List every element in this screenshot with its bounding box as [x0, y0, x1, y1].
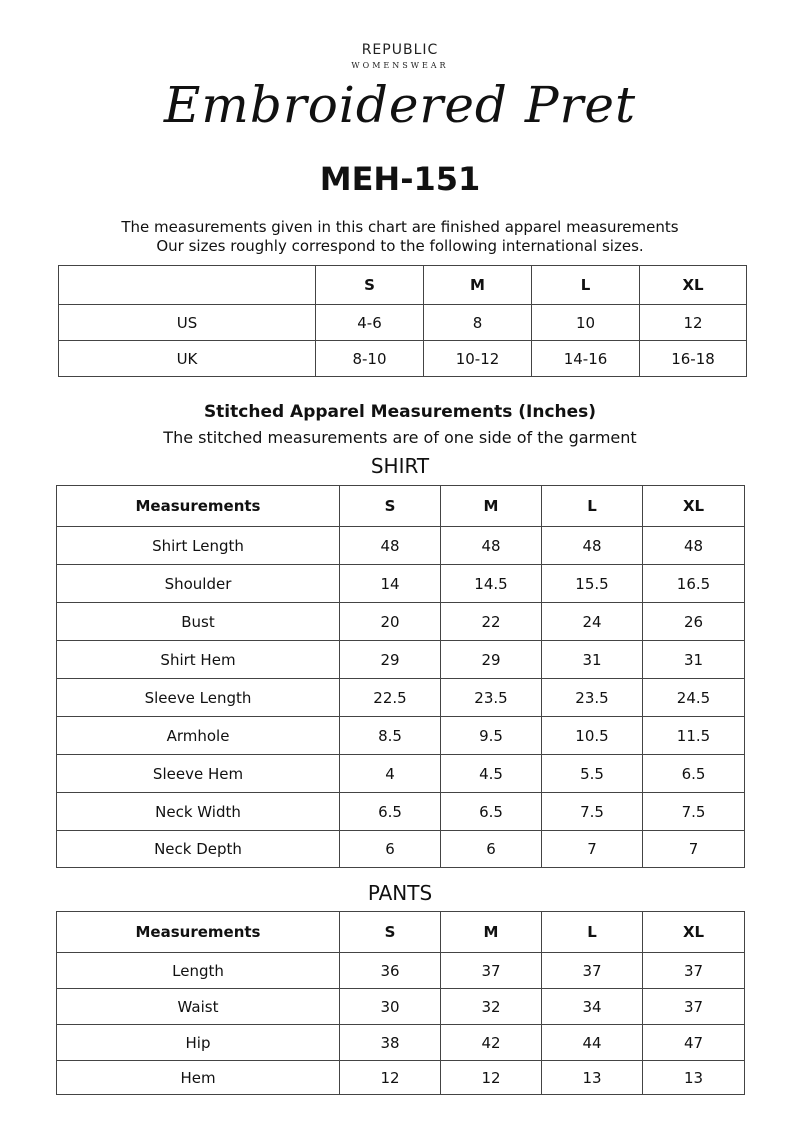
table-cell: 13 — [643, 1061, 745, 1095]
table-cell: 48 — [643, 527, 745, 565]
intro-line-2: Our sizes roughly correspond to the following international sizes. — [156, 237, 644, 255]
header-cell: XL — [643, 912, 745, 953]
table-row — [57, 755, 745, 793]
table-cell: 42 — [441, 1025, 542, 1061]
table-row — [59, 341, 747, 377]
table-cell: 7 — [542, 831, 643, 868]
table-row — [57, 641, 745, 679]
row-label: Shoulder — [57, 565, 340, 603]
table-cell: 20 — [340, 603, 441, 641]
table-cell: 6.5 — [643, 755, 745, 793]
row-label: Hem — [57, 1061, 340, 1095]
table-cell: 37 — [542, 953, 643, 989]
table-row — [57, 793, 745, 831]
header-cell: M — [441, 912, 542, 953]
table-row — [57, 1025, 745, 1061]
table-cell: 47 — [643, 1025, 745, 1061]
table-cell: 10-12 — [424, 341, 532, 377]
row-label: Sleeve Hem — [57, 755, 340, 793]
header-cell: M — [424, 266, 532, 305]
row-label: Waist — [57, 989, 340, 1025]
table-cell: 12 — [441, 1061, 542, 1095]
pants-title: PANTS — [367, 881, 433, 905]
table-cell: 29 — [340, 641, 441, 679]
table-row — [59, 305, 747, 341]
table-cell: 37 — [643, 989, 745, 1025]
table-cell: 15.5 — [542, 565, 643, 603]
table-cell: 31 — [643, 641, 745, 679]
table-cell: 32 — [441, 989, 542, 1025]
brand-subtitle: WOMENSWEAR — [351, 61, 449, 70]
intro-line-1: The measurements given in this chart are finished apparel measurements — [121, 218, 679, 236]
table-cell: 8.5 — [340, 717, 441, 755]
table-row — [57, 679, 745, 717]
table-row — [57, 831, 745, 868]
table-cell: 29 — [441, 641, 542, 679]
stitched-subtitle: The stitched measurements are of one side of the garment — [163, 428, 637, 447]
table-row — [57, 1061, 745, 1095]
table-cell: 6.5 — [340, 793, 441, 831]
table-cell: 37 — [643, 953, 745, 989]
table-cell: 10 — [532, 305, 640, 341]
brand-name: REPUBLIC — [361, 42, 439, 58]
pants-measurements-table — [56, 911, 745, 1095]
table-cell: 48 — [441, 527, 542, 565]
header-cell: XL — [643, 486, 745, 527]
table-cell: 31 — [542, 641, 643, 679]
table-cell: 6 — [340, 831, 441, 868]
header-cell: S — [316, 266, 424, 305]
header-cell: S — [340, 486, 441, 527]
table-cell: 48 — [340, 527, 441, 565]
shirt-title: SHIRT — [370, 454, 430, 478]
table-cell: 12 — [640, 305, 747, 341]
table-cell: 6 — [441, 831, 542, 868]
table-cell: 48 — [542, 527, 643, 565]
shirt-measurements-table — [56, 485, 745, 868]
stitched-title: Stitched Apparel Measurements (Inches) — [203, 402, 597, 422]
table-cell: 12 — [340, 1061, 441, 1095]
table-cell: 16-18 — [640, 341, 747, 377]
table-cell: 38 — [340, 1025, 441, 1061]
table-cell: 14-16 — [532, 341, 640, 377]
table-cell: 6.5 — [441, 793, 542, 831]
table-cell: 8-10 — [316, 341, 424, 377]
table-cell: 5.5 — [542, 755, 643, 793]
header-cell: XL — [640, 266, 747, 305]
header-cell: M — [441, 486, 542, 527]
header-cell: Measurements — [57, 912, 340, 953]
row-label: Sleeve Length — [57, 679, 340, 717]
row-label: Bust — [57, 603, 340, 641]
table-cell: 23.5 — [542, 679, 643, 717]
row-label: Hip — [57, 1025, 340, 1061]
header-cell: Measurements — [57, 486, 340, 527]
table-cell: 26 — [643, 603, 745, 641]
table-cell: 11.5 — [643, 717, 745, 755]
table-row — [57, 989, 745, 1025]
size-conversion-table — [58, 265, 747, 377]
table-cell: 14.5 — [441, 565, 542, 603]
table-cell: 4 — [340, 755, 441, 793]
row-label: US — [59, 305, 316, 341]
row-label: UK — [59, 341, 316, 377]
header-cell — [59, 266, 316, 305]
product-code: MEH-151 — [319, 160, 481, 198]
table-cell: 16.5 — [643, 565, 745, 603]
table-cell: 36 — [340, 953, 441, 989]
pants-table-header — [57, 912, 745, 953]
table-cell: 24.5 — [643, 679, 745, 717]
table-cell: 8 — [424, 305, 532, 341]
table-cell: 24 — [542, 603, 643, 641]
table-cell: 10.5 — [542, 717, 643, 755]
table-cell: 7.5 — [542, 793, 643, 831]
table-cell: 14 — [340, 565, 441, 603]
table-row — [57, 717, 745, 755]
header-cell: S — [340, 912, 441, 953]
table-row — [57, 603, 745, 641]
table-cell: 4-6 — [316, 305, 424, 341]
table-cell: 23.5 — [441, 679, 542, 717]
table-cell: 44 — [542, 1025, 643, 1061]
table-cell: 7.5 — [643, 793, 745, 831]
header-cell: L — [532, 266, 640, 305]
size-table-header — [59, 266, 747, 305]
row-label: Neck Depth — [57, 831, 340, 868]
row-label: Shirt Length — [57, 527, 340, 565]
table-cell: 7 — [643, 831, 745, 868]
table-cell: 13 — [542, 1061, 643, 1095]
table-cell: 30 — [340, 989, 441, 1025]
table-cell: 4.5 — [441, 755, 542, 793]
table-cell: 22.5 — [340, 679, 441, 717]
table-cell: 34 — [542, 989, 643, 1025]
row-label: Armhole — [57, 717, 340, 755]
table-cell: 37 — [441, 953, 542, 989]
table-row — [57, 527, 745, 565]
header-cell: L — [542, 486, 643, 527]
row-label: Neck Width — [57, 793, 340, 831]
table-row — [57, 565, 745, 603]
table-cell: 9.5 — [441, 717, 542, 755]
header-cell: L — [542, 912, 643, 953]
collection-title: Embroidered Pret — [163, 76, 637, 134]
row-label: Shirt Hem — [57, 641, 340, 679]
row-label: Length — [57, 953, 340, 989]
table-cell: 22 — [441, 603, 542, 641]
table-row — [57, 953, 745, 989]
shirt-table-header — [57, 486, 745, 527]
